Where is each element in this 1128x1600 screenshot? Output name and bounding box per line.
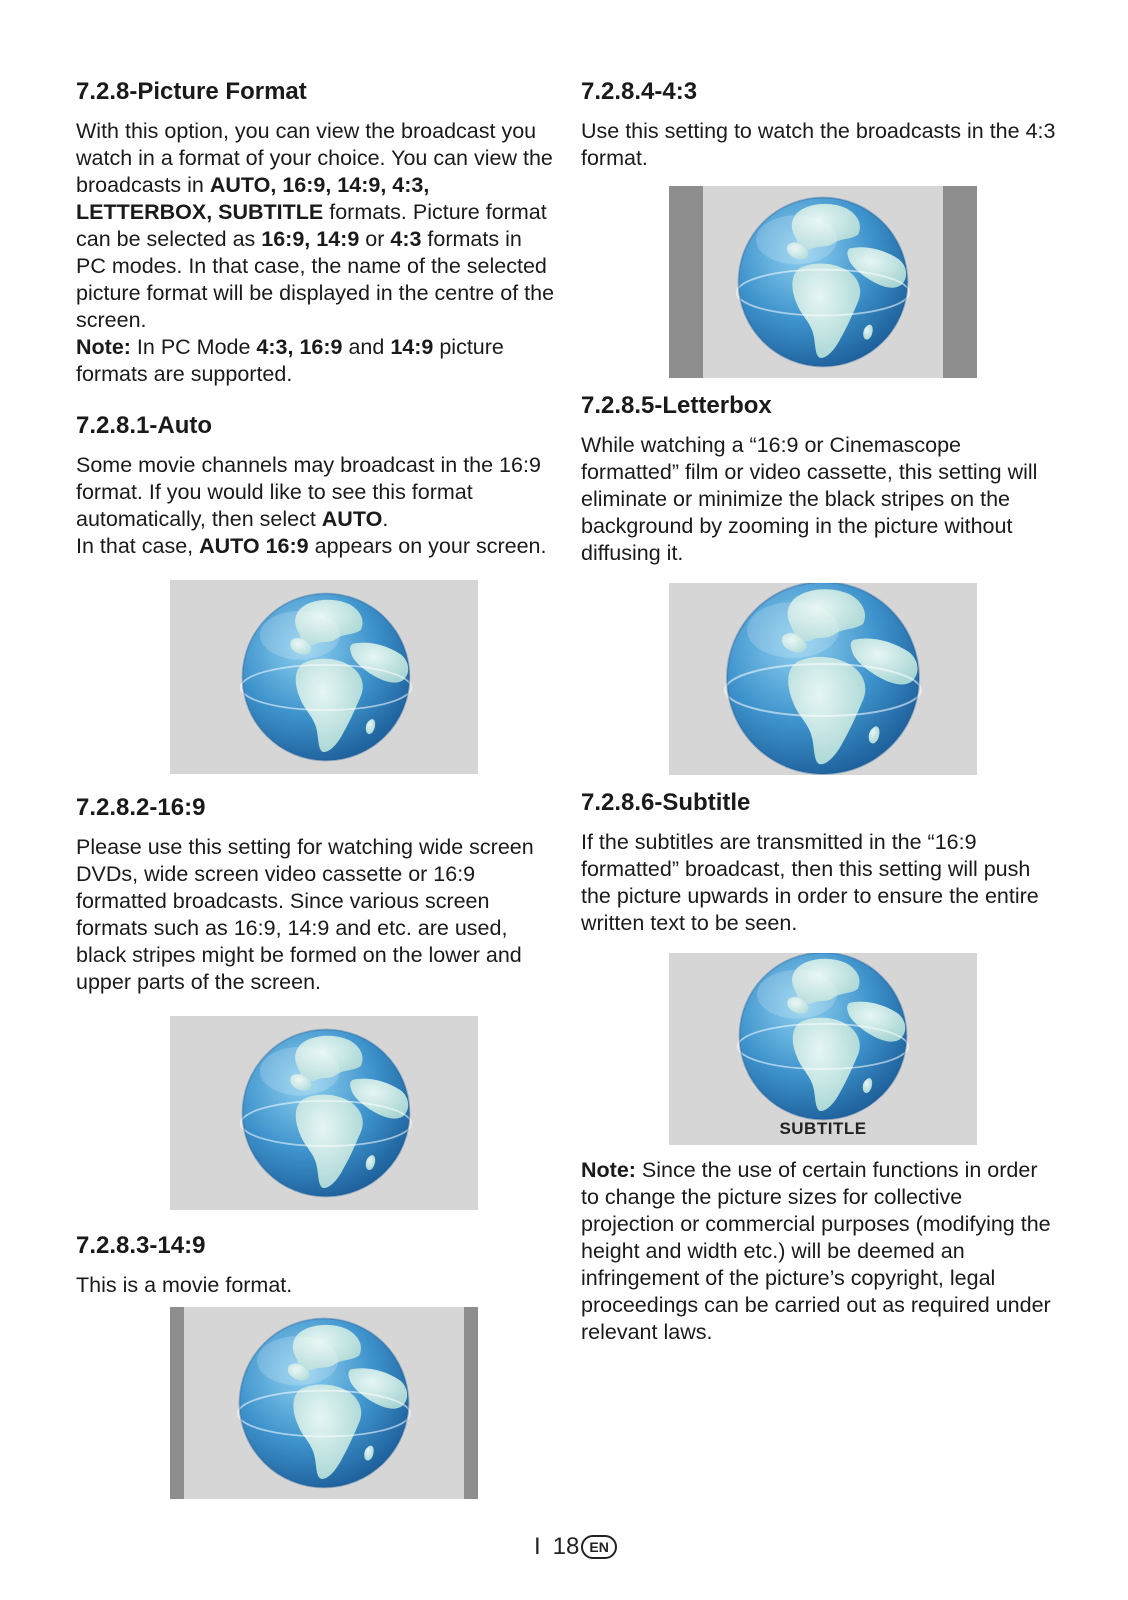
page-number: 18 [552, 1533, 580, 1560]
14-9-globe-image [170, 1307, 478, 1499]
section-title-picture-format: 7.2.8-Picture Format [76, 78, 307, 105]
right-column [581, 78, 1061, 1346]
section-title-16-9: 7.2.8.2-16:9 [76, 794, 206, 821]
letterbox-globe-image [669, 583, 977, 775]
auto-globe-image [170, 580, 478, 774]
left-column [76, 78, 556, 1499]
4-3-text: Use this setting to watch the broadcasts in the 4:3 format. [581, 119, 1056, 170]
subtitle-globe-image [669, 953, 977, 1145]
section-title-4-3: 7.2.8.4-4:3 [581, 78, 698, 105]
picture-format-text: With this option, you can view the broadcast you watch in a format of your choice. You can view the broadcasts in AUTO, 16:9, 14:9, 4:3, LETTERBOX, SUBTITLE formats. Picture format can be selected as 16:9, 14:9 or 4:3 formats in PC modes. In that case, the name of the selected picture format will be displayed in the centre of the screen. [76, 119, 555, 332]
copyright-note: Note: Since the use of certain functions in order to change the picture sizes for collective projection or commercial purposes (modifying the height and width etc.) will be deemed an infringement of the picture’s copyright, legal proceedings can be carried out as required under relevant laws. [581, 1158, 1051, 1344]
footer-separator: I [534, 1533, 541, 1560]
4-3-globe-image [669, 186, 977, 378]
globe-graphic [669, 953, 977, 1145]
subtitle-text: If the subtitles are transmitted in the “16:9 formatted” broadcast, then this setting will push the picture upwards in order to ensure the entire written text to be seen. [581, 830, 1039, 935]
globe-graphic [170, 1307, 478, 1499]
16-9-globe-image [170, 1016, 478, 1210]
16-9-text: Please use this setting for watching wide screen DVDs, wide screen video cassette or 16:9 formatted broadcasts. Since various screen formats such as 16:9, 14:9 and etc. are used, black stripes might be formed on the lower and upper parts of the screen. [76, 835, 534, 994]
14-9-text: This is a movie format. [76, 1273, 293, 1297]
left-side-bar [170, 1307, 184, 1499]
picture-format-note: Note: In PC Mode 4:3, 16:9 and 14:9 picture formats are supported. [76, 335, 504, 386]
globe-graphic [170, 1016, 478, 1210]
right-side-bar [464, 1307, 478, 1499]
globe-graphic [669, 186, 977, 378]
language-badge: EN [581, 1535, 616, 1559]
section-title-letterbox: 7.2.8.5-Letterbox [581, 392, 772, 419]
section-title-14-9: 7.2.8.3-14:9 [76, 1232, 206, 1259]
right-side-bar [943, 186, 977, 378]
section-title-subtitle: 7.2.8.6-Subtitle [581, 789, 751, 816]
section-title-auto: 7.2.8.1-Auto [76, 412, 213, 439]
globe-graphic [669, 583, 977, 775]
auto-text-2: In that case, AUTO 16:9 appears on your screen. [76, 534, 547, 558]
left-side-bar [669, 186, 703, 378]
auto-text: Some movie channels may broadcast in the 16:9 format. If you would like to see this format automatically, then select AUTO. [76, 453, 541, 531]
page-footer [534, 1533, 617, 1561]
letterbox-text: While watching a “16:9 or Cinemascope formatted” film or video cassette, this setting will eliminate or minimize the black stripes on the background by zooming in the picture without diffusing it. [581, 433, 1038, 565]
subtitle-label: SUBTITLE [779, 1119, 867, 1138]
globe-graphic [170, 580, 478, 774]
